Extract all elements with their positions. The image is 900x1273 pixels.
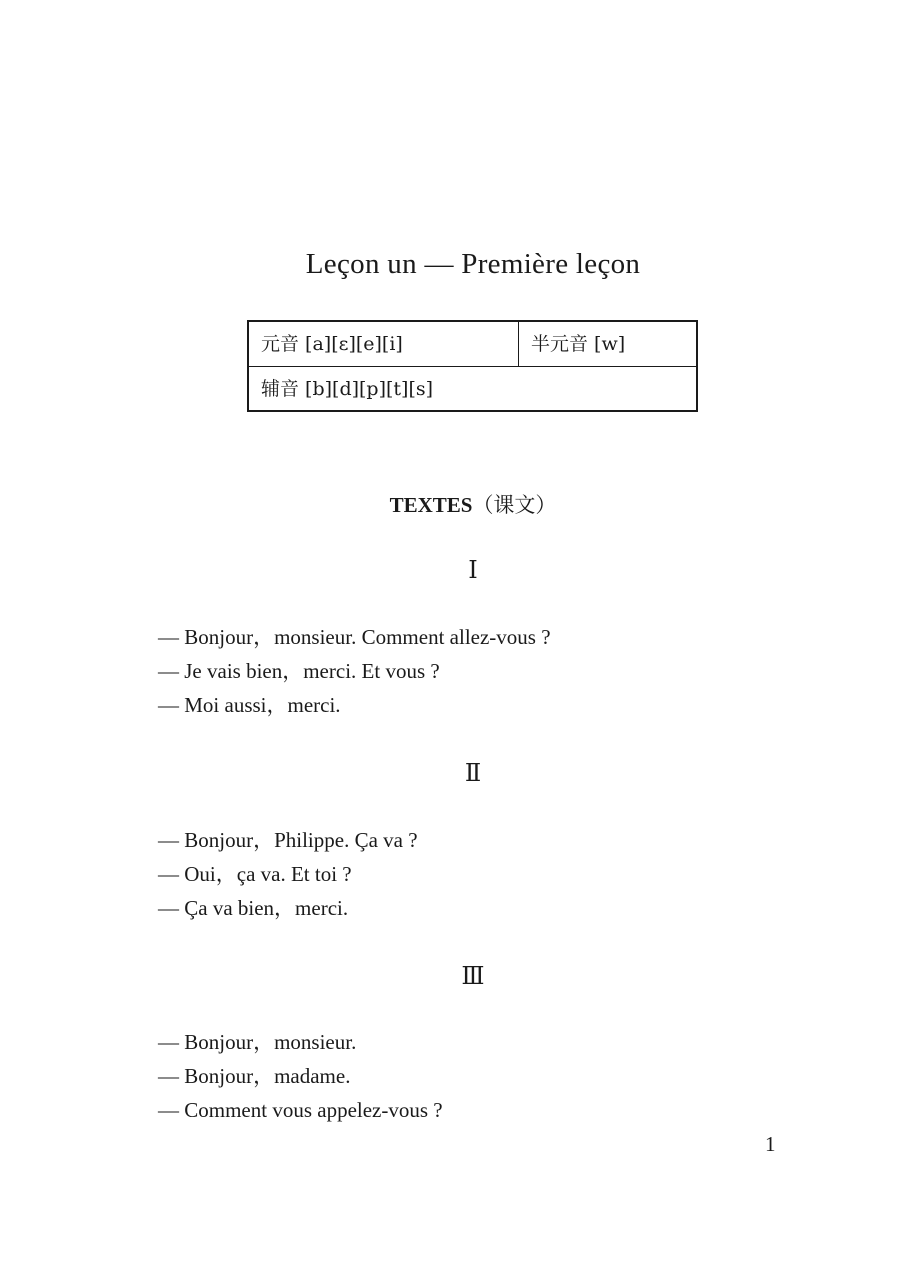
vowels-cell: 元音 [a][ε][e][i] (249, 322, 519, 366)
dialogue-part-1 (158, 620, 551, 722)
dialogue-part-2 (158, 823, 418, 925)
part-numeral-2: Ⅱ (464, 761, 482, 787)
dialogue-part-3 (158, 1025, 443, 1127)
dialogue-line: — Oui，ça va. Et toi ? (158, 862, 352, 886)
page-number: 1 (765, 1132, 776, 1156)
dialogue-line: — Je vais bien，merci. Et vous ? (158, 659, 440, 683)
dialogue-line: — Bonjour，madame. (158, 1064, 351, 1088)
part-numeral-3: Ⅲ (461, 964, 485, 990)
semivowels-cell: 半元音 [w] (531, 333, 626, 355)
dialogue-line: — Bonjour，monsieur. (158, 1030, 357, 1054)
sounds-table (247, 320, 698, 412)
dialogue-line: — Ça va bien，merci. (158, 896, 349, 920)
dialogue-line: — Comment vous appelez-vous ? (158, 1098, 443, 1122)
section-heading (0, 489, 900, 519)
dialogue-line: — Bonjour，Philippe. Ça va ? (158, 828, 418, 852)
sounds-table-row-top (249, 322, 696, 367)
lesson-title: Leçon un — Première leçon (305, 248, 641, 280)
consonants-cell: 辅音 [b][d][p][t][s] (261, 378, 434, 400)
dialogue-line: — Moi aussi，merci. (158, 693, 341, 717)
section-heading-label: TEXTES (389, 493, 473, 517)
section-heading-chinese: （课文） (472, 493, 557, 517)
part-numeral-1: Ⅰ (468, 558, 478, 584)
dialogue-line: — Bonjour，monsieur. Comment allez-vous ? (158, 625, 551, 649)
